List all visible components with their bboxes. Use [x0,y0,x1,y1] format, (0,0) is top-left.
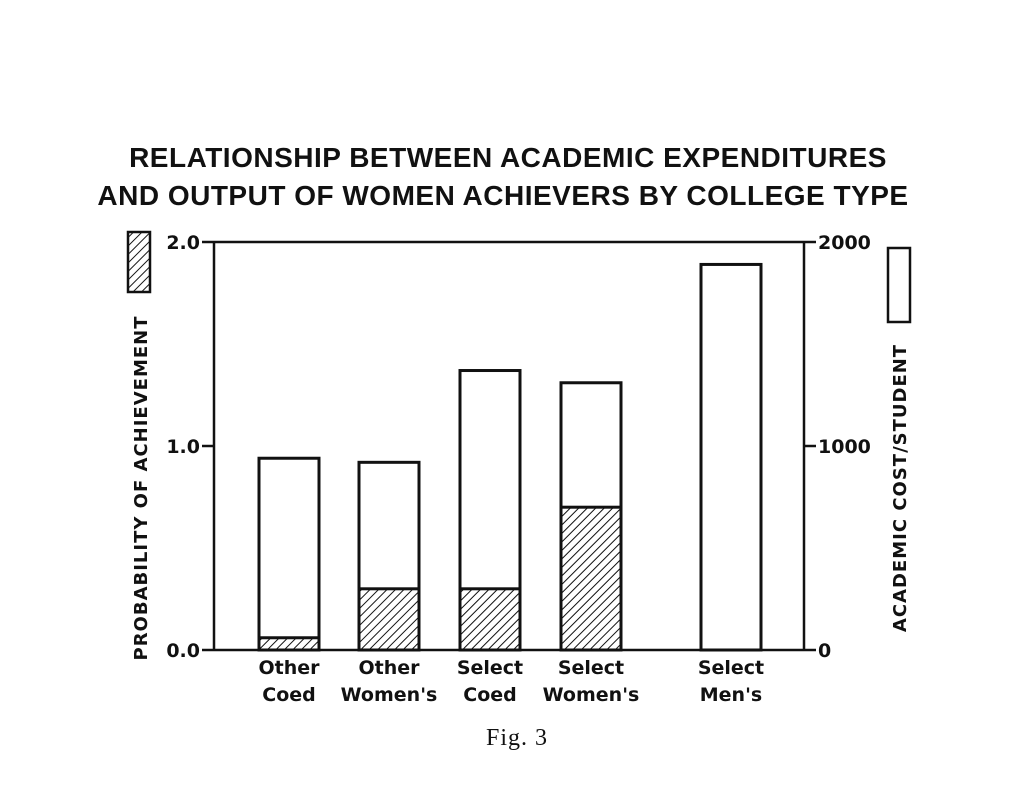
bars-group [259,264,761,650]
category-label: Select [557,657,625,679]
category-labels [258,657,764,706]
category-label: Other [358,657,420,679]
right-tick-label: 2000 [818,232,871,254]
right-tick-label: 0 [818,640,832,662]
bar-probability-of-achievement [561,507,621,650]
bar-probability-of-achievement [259,638,319,650]
category-label: Women's [542,684,640,706]
left-axis-title: PROBABILITY OF ACHIEVEMENT [131,315,152,661]
legend-swatch-hatched [128,232,150,292]
left-tick-label: 0.0 [166,640,200,662]
figure-caption: Fig. 3 [485,725,549,751]
chart-title-line-1: RELATIONSHIP BETWEEN ACADEMIC EXPENDITURES [129,142,887,173]
left-axis-ticks [166,232,214,662]
left-tick-label: 1.0 [166,436,200,458]
legend-swatch-plain [888,248,910,322]
right-tick-label: 1000 [818,436,871,458]
category-label: Coed [262,684,316,706]
bar-probability-of-achievement [359,589,419,650]
category-label: Coed [463,684,517,706]
chart-title-line-2: AND OUTPUT OF WOMEN ACHIEVERS BY COLLEGE TYPE [97,180,909,211]
left-tick-label: 2.0 [166,232,200,254]
category-label: Select [697,657,765,679]
bar-cost-per-student [701,264,761,650]
right-axis-ticks [804,232,871,662]
category-label: Other [258,657,320,679]
category-label: Women's [340,684,438,706]
category-label: Men's [699,684,763,706]
category-label: Select [456,657,524,679]
bar-cost-per-student [259,458,319,650]
right-axis-title: ACADEMIC COST/STUDENT [890,343,911,633]
bar-probability-of-achievement [460,589,520,650]
